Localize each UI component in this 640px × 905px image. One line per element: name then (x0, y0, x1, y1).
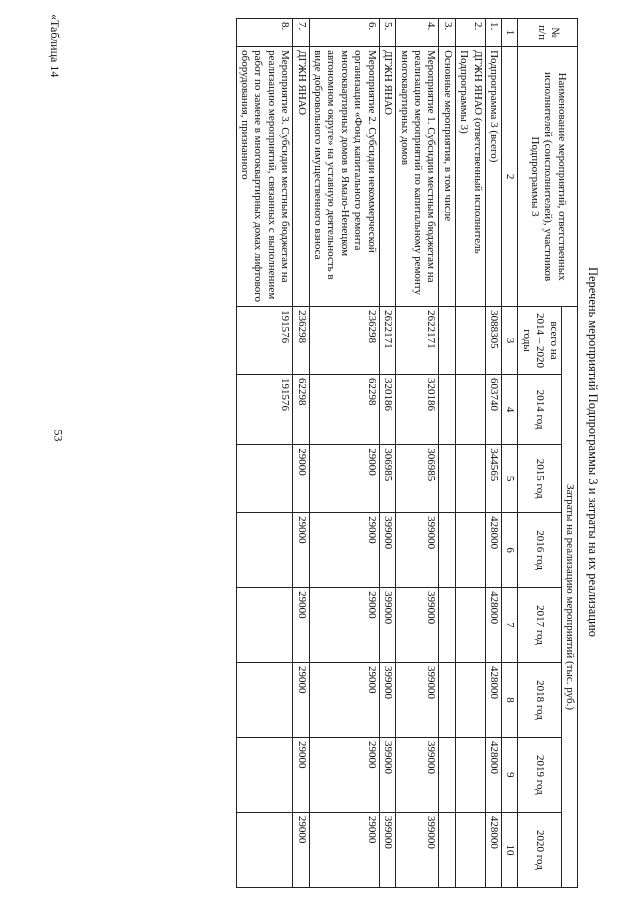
year-value: 306985 (425, 448, 438, 482)
year-value: 306985 (382, 448, 395, 482)
header-year: 2015 год (518, 445, 561, 513)
row-year-value (293, 374, 309, 444)
table-row (309, 19, 379, 888)
row-year-value (293, 513, 309, 588)
row-year-value (396, 812, 439, 887)
row-year-value (236, 737, 293, 812)
header-year: 2017 год (518, 588, 561, 663)
row-year-value (396, 374, 439, 444)
row-year-value (485, 445, 501, 513)
year-value: 603740 (487, 377, 500, 411)
row-year-value (309, 588, 379, 663)
row-year-value (309, 737, 379, 812)
row-year-value (455, 812, 485, 887)
row-year-value (379, 588, 395, 663)
row-year-value (396, 445, 439, 513)
year-value: 399000 (382, 516, 395, 550)
row-year-value (309, 663, 379, 738)
row-year-value (309, 812, 379, 887)
row-year-value (309, 374, 379, 444)
row-total: 3088305 (485, 307, 501, 375)
row-year-value (485, 513, 501, 588)
row-year-value (455, 445, 485, 513)
row-year-value (236, 445, 293, 513)
table-row (396, 19, 439, 888)
row-total: 191576 (236, 307, 293, 375)
table-label: «Таблица 14 (48, 14, 62, 78)
year-value: 399000 (425, 516, 438, 550)
column-index: 3 (501, 307, 517, 375)
year-value: 62298 (365, 377, 378, 406)
row-year-value (396, 737, 439, 812)
row-name: Основные мероприятия, в том числе (439, 47, 455, 307)
row-year-value (439, 812, 455, 887)
row-number: 5. (379, 19, 395, 47)
header-costs-group: Затраты на реализацию мероприятий (тыс. руб.) (561, 307, 577, 888)
rotated-table-page (130, 12, 600, 892)
row-year-value (485, 588, 501, 663)
column-index: 2 (501, 47, 517, 307)
year-value: 320186 (425, 377, 438, 411)
header-year: 2014 год (518, 374, 561, 444)
row-total: 236298 (293, 307, 309, 375)
year-value: 428000 (487, 666, 500, 699)
year-value: 399000 (425, 591, 438, 625)
column-index: 9 (501, 737, 517, 812)
row-name: Мероприятие 3. Субсидии местным бюджетам на реализацию мероприятий, связанных с выполнением работ по замене в многоквартирных домах лифтового оборудования, признанного (236, 47, 293, 307)
year-value: 399000 (382, 740, 395, 774)
row-year-value (293, 588, 309, 663)
row-year-value (439, 663, 455, 738)
header-no: № п/п (518, 19, 578, 47)
year-value: 29000 (365, 516, 378, 544)
row-name: Мероприятие 2. Субсидии некоммерческой организации «Фонд капитального ремонта многоквартирных домов в Ямало-Ненецком автономном округе» на уставную деятельность в виде добровольного имущественного взноса (309, 47, 379, 307)
row-year-value (293, 663, 309, 738)
row-year-value (396, 588, 439, 663)
row-year-value (439, 374, 455, 444)
table-row (379, 19, 395, 888)
table-row (439, 19, 455, 888)
row-year-value (379, 663, 395, 738)
row-year-value (455, 588, 485, 663)
column-index: 6 (501, 513, 517, 588)
row-name: Мероприятие 1. Субсидии местным бюджетам на реализацию мероприятий по капитальному ремонту многоквартирных домов (396, 47, 439, 307)
row-year-value (396, 513, 439, 588)
column-index: 4 (501, 374, 517, 444)
row-year-value (379, 374, 395, 444)
row-name: ДГЖН ЯНАО (ответственный исполнитель Подпрограммы 3) (455, 47, 485, 307)
header-name: Наименование мероприятий, ответственных исполнителей (соисполнителей), участников Подпрограммы 3 (518, 47, 578, 307)
row-year-value (379, 737, 395, 812)
header-year: 2016 год (518, 513, 561, 588)
row-year-value (485, 737, 501, 812)
year-value: 428000 (487, 740, 500, 774)
year-value: 29000 (365, 815, 378, 844)
row-number: 1. (485, 19, 501, 47)
column-index: 8 (501, 663, 517, 738)
row-year-value (439, 513, 455, 588)
row-number: 3. (439, 19, 455, 47)
row-year-value (396, 663, 439, 738)
page-number: 53 (51, 429, 66, 442)
table-row (455, 19, 485, 888)
table-row (485, 19, 501, 888)
row-year-value (455, 737, 485, 812)
header-year: 2019 год (518, 737, 561, 812)
year-value: 29000 (365, 740, 378, 769)
row-total: 2622171 (396, 307, 439, 375)
year-value: 399000 (382, 815, 395, 849)
year-value: 29000 (295, 740, 308, 769)
year-value: 320186 (382, 377, 395, 411)
table-title: Перечень мероприятий Подпрограммы 3 и затраты на их реализацию (586, 266, 600, 638)
year-value: 62298 (295, 377, 308, 406)
year-value: 399000 (425, 740, 438, 774)
year-value: 399000 (425, 815, 438, 849)
row-name: ДГЖН ЯНАО (379, 47, 395, 307)
row-year-value (309, 513, 379, 588)
table-row (236, 19, 293, 888)
year-value: 29000 (295, 815, 308, 844)
row-year-value (439, 588, 455, 663)
row-name: ДГЖН ЯНАО (293, 47, 309, 307)
row-year-value (379, 513, 395, 588)
row-year-value (236, 812, 293, 887)
row-year-value (439, 737, 455, 812)
row-year-value (485, 812, 501, 887)
year-value: 29000 (365, 591, 378, 619)
row-year-value (485, 663, 501, 738)
column-index: 1 (501, 19, 517, 47)
column-index: 10 (501, 812, 517, 887)
row-year-value (309, 445, 379, 513)
row-number: 8. (236, 19, 293, 47)
year-value: 428000 (487, 516, 500, 550)
row-year-value (455, 513, 485, 588)
row-year-value (236, 663, 293, 738)
row-number: 2. (455, 19, 485, 47)
row-year-value (455, 374, 485, 444)
row-year-value (293, 812, 309, 887)
row-year-value (379, 445, 395, 513)
year-value: 428000 (487, 591, 500, 625)
year-value: 428000 (487, 815, 500, 849)
row-year-value (485, 374, 501, 444)
year-value: 29000 (295, 448, 308, 476)
row-year-value (236, 513, 293, 588)
row-total: 236298 (309, 307, 379, 375)
year-value: 191576 (279, 377, 292, 411)
costs-table (236, 18, 578, 888)
row-number: 7. (293, 19, 309, 47)
column-index: 7 (501, 588, 517, 663)
row-year-value (379, 812, 395, 887)
row-year-value (293, 737, 309, 812)
column-index: 5 (501, 445, 517, 513)
year-value: 399000 (382, 591, 395, 625)
row-year-value (293, 445, 309, 513)
row-year-value (455, 663, 485, 738)
row-total (439, 307, 455, 375)
row-total (455, 307, 485, 375)
year-value: 29000 (295, 666, 308, 694)
year-value: 29000 (295, 591, 308, 619)
row-year-value (439, 445, 455, 513)
row-year-value (236, 588, 293, 663)
header-year: 2020 год (518, 812, 561, 887)
year-value: 344565 (487, 448, 500, 482)
year-value: 29000 (365, 448, 378, 476)
row-number: 4. (396, 19, 439, 47)
row-name: Подпрограмма 3 (всего) (485, 47, 501, 307)
header-year: 2018 год (518, 663, 561, 738)
row-year-value (236, 374, 293, 444)
row-total: 2622171 (379, 307, 395, 375)
year-value: 399000 (425, 666, 438, 699)
table-row (293, 19, 309, 888)
year-value: 399000 (382, 666, 395, 699)
year-value: 29000 (365, 666, 378, 694)
row-number: 6. (309, 19, 379, 47)
year-value: 29000 (295, 516, 308, 544)
header-total: всего на 2014 – 2020 годы (518, 307, 561, 375)
